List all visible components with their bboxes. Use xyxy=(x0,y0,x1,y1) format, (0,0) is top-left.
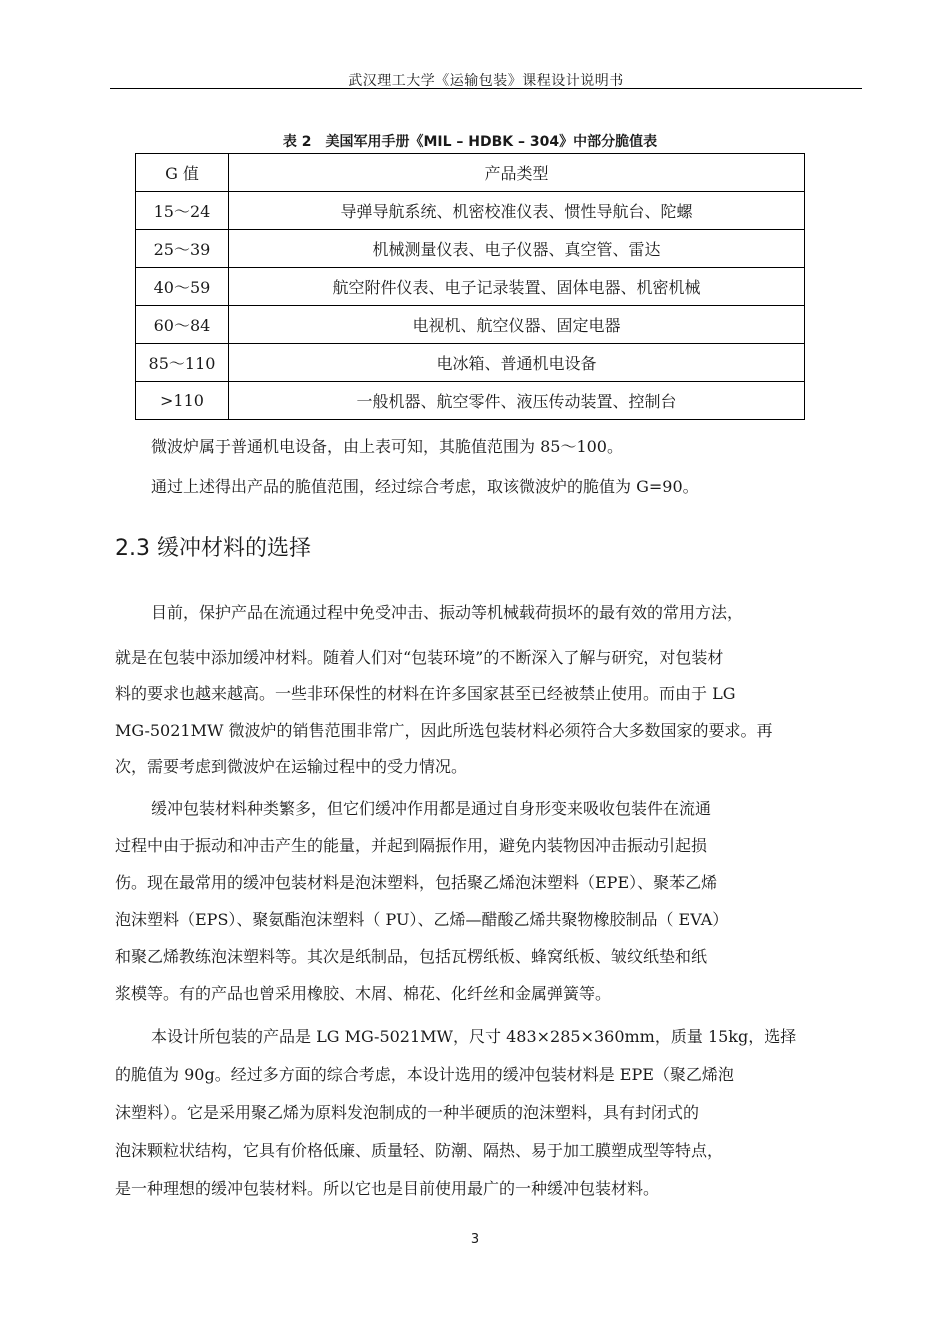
table-row xyxy=(136,382,805,420)
product-type-cell: 航空附件仪表、电子记录装置、固体电器、机密机械 xyxy=(229,268,805,306)
g-value-cell: >110 xyxy=(136,382,229,420)
table-row xyxy=(136,268,805,306)
paragraph-line: 缓冲包装材料种类繁多，但它们缓冲作用都是通过自身形变来吸收包装件在流通 xyxy=(151,799,712,818)
paragraph-line: 泡沫塑料（EPS）、聚氨酯泡沫塑料（ PU）、乙烯—醋酸乙烯共聚物橡胶制品（ EVA） xyxy=(115,910,729,929)
paragraph-line: 伤。现在最常用的缓冲包装材料是泡沫塑料，包括聚乙烯泡沫塑料（EPE）、聚苯乙烯 xyxy=(115,873,718,892)
paragraph-line: 目前，保护产品在流通过程中免受冲击、振动等机械载荷损坏的最有效的常用方法， xyxy=(151,603,744,622)
paragraph-line: 次，需要考虑到微波炉在运输过程中的受力情况。 xyxy=(115,757,468,776)
table-row xyxy=(136,306,805,344)
paragraph-line: 是一种理想的缓冲包装材料。所以它也是目前使用最广的一种缓冲包装材料。 xyxy=(115,1179,660,1198)
paragraph-line: 的脆值为 90g。经过多方面的综合考虑，本设计选用的缓冲包装材料是 EPE（聚乙烯泡 xyxy=(115,1065,734,1084)
paragraph-line: 沫塑料）。它是采用聚乙烯为原料发泡制成的一种半硬质的泡沫塑料，具有封闭式的 xyxy=(115,1103,700,1122)
page-header: 武汉理工大学《运输包装》课程设计说明书 xyxy=(348,73,624,89)
product-type-cell: 电冰箱、普通机电设备 xyxy=(229,344,805,382)
g-value-cell: 25～39 xyxy=(136,230,229,268)
page-number: 3 xyxy=(470,1232,480,1247)
header-rule xyxy=(110,88,862,89)
product-type-cell: 一般机器、航空零件、液压传动装置、控制台 xyxy=(229,382,805,420)
paragraph-brittleness-range: 微波炉属于普通机电设备，由上表可知，其脆值范围为 85～100。 xyxy=(151,437,623,456)
paragraph-line: 泡沫颗粒状结构，它具有价格低廉、质量轻、防潮、隔热、易于加工膜塑成型等特点， xyxy=(115,1141,724,1160)
product-type-cell: 机械测量仪表、电子仪器、真空管、雷达 xyxy=(229,230,805,268)
paragraph-line: MG-5021MW 微波炉的销售范围非常广，因此所选包装材料必须符合大多数国家的要求。再 xyxy=(115,721,773,740)
paragraph-line: 本设计所包装的产品是 LG MG-5021MW，尺寸 483×285×360mm，质量 15kg，选择 xyxy=(151,1027,797,1046)
table-row xyxy=(136,192,805,230)
table-row xyxy=(136,230,805,268)
column-header: G 值 xyxy=(136,154,229,192)
g-value-cell: 15～24 xyxy=(136,192,229,230)
paragraph-line: 和聚乙烯教练泡沫塑料等。其次是纸制品，包括瓦楞纸板、蜂窝纸板、皱纹纸垫和纸 xyxy=(115,947,708,966)
paragraph-line: 浆模等。有的产品也曾采用橡胶、木屑、棉花、化纤丝和金属弹簧等。 xyxy=(115,984,612,1003)
product-type-cell: 电视机、航空仪器、固定电器 xyxy=(229,306,805,344)
paragraph-brittleness-choice: 通过上述得出产品的脆值范围，经过综合考虑，取该微波炉的脆值为 G=90。 xyxy=(151,477,699,496)
brittleness-table xyxy=(135,153,805,420)
g-value-cell: 60～84 xyxy=(136,306,229,344)
paragraph-line: 就是在包装中添加缓冲材料。随着人们对“包装环境”的不断深入了解与研究，对包装材 xyxy=(115,648,724,667)
section-heading: 2.3 缓冲材料的选择 xyxy=(115,536,311,561)
table-caption: 表 2 美国军用手册《MIL – HDBK – 304》中部分脆值表 xyxy=(282,134,658,150)
table-header-row xyxy=(136,154,805,192)
paragraph-line: 过程中由于振动和冲击产生的能量，并起到隔振作用，避免内装物因冲击振动引起损 xyxy=(115,836,708,855)
paragraph-line: 料的要求也越来越高。一些非环保性的材料在许多国家甚至已经被禁止使用。而由于 LG xyxy=(115,684,736,703)
product-type-cell: 导弹导航系统、机密校准仪表、惯性导航台、陀螺 xyxy=(229,192,805,230)
column-header: 产品类型 xyxy=(229,154,805,192)
g-value-cell: 40～59 xyxy=(136,268,229,306)
g-value-cell: 85～110 xyxy=(136,344,229,382)
table-row xyxy=(136,344,805,382)
